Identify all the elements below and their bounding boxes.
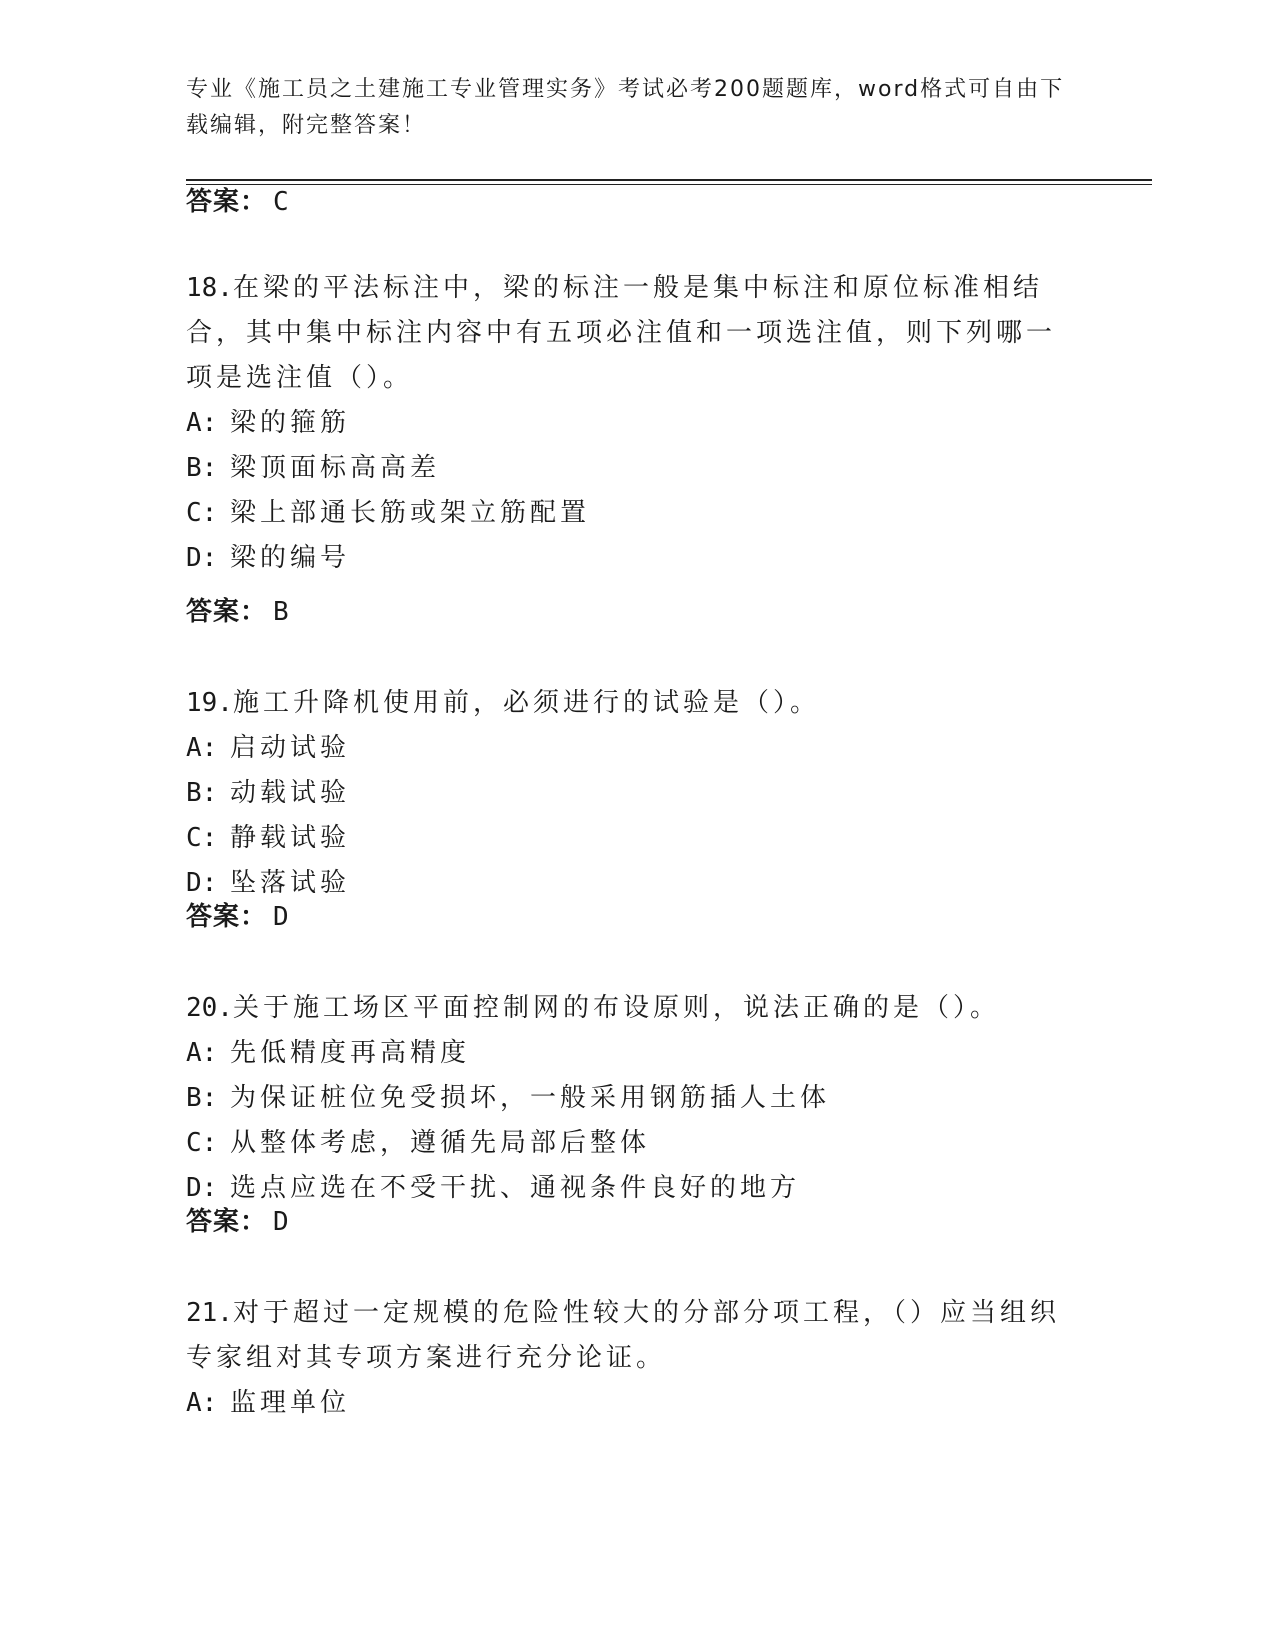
option-text: 先低精度再高精度: [230, 1038, 471, 1068]
header-text: 专业《施工员之土建施工专业管理实务》考试必考200题题库，word格式可自由下载编辑，附完整答案！: [186, 77, 1065, 138]
option-key: B:: [186, 778, 218, 808]
option-c: [186, 816, 1066, 861]
option-text: 梁的箍筋: [230, 408, 351, 438]
answer-value: D: [273, 902, 290, 932]
question-number: 19.: [186, 688, 233, 718]
answer-value: B: [273, 597, 290, 627]
option-text: 为保证桩位免受损坏，一般采用钢筋插人土体: [230, 1083, 831, 1113]
answer-value: D: [273, 1207, 290, 1237]
question-stem: [186, 266, 1066, 401]
answer-value: C: [273, 187, 290, 217]
option-key: C:: [186, 823, 218, 853]
option-key: B:: [186, 1083, 218, 1113]
option-b: [186, 771, 1066, 816]
question-stem: [186, 1291, 1066, 1381]
option-key: A:: [186, 408, 218, 438]
option-a: [186, 1381, 1066, 1426]
question-stem: [186, 681, 1066, 726]
answer-line-17: [186, 182, 290, 222]
question-21: [186, 1291, 1066, 1426]
option-d: [186, 861, 1066, 906]
answer-label: 答案：: [186, 597, 268, 627]
option-b: [186, 446, 1066, 491]
option-key: A:: [186, 1038, 218, 1068]
answer-line-19: [186, 897, 290, 937]
option-key: D:: [186, 543, 218, 573]
option-a: [186, 1031, 1066, 1076]
option-key: A:: [186, 733, 218, 763]
answer-line-20: [186, 1202, 290, 1242]
option-text: 启动试验: [230, 733, 351, 763]
option-text: 梁的编号: [230, 543, 351, 573]
option-b: [186, 1076, 1066, 1121]
option-a: [186, 726, 1066, 771]
question-stem: [186, 986, 1066, 1031]
option-key: C:: [186, 498, 218, 528]
option-key: A:: [186, 1388, 218, 1418]
option-c: [186, 491, 1066, 536]
option-text: 坠落试验: [230, 868, 351, 898]
option-text: 动载试验: [230, 778, 351, 808]
option-key: D:: [186, 1173, 218, 1203]
option-key: B:: [186, 453, 218, 483]
question-18: [186, 266, 1066, 581]
option-key: D:: [186, 868, 218, 898]
option-text: 静载试验: [230, 823, 351, 853]
answer-line-18: [186, 592, 290, 632]
header-divider: [186, 179, 1152, 181]
answer-label: 答案：: [186, 902, 268, 932]
option-key: C:: [186, 1128, 218, 1158]
option-text: 梁顶面标高高差: [230, 453, 441, 483]
question-text: 关于施工场区平面控制网的布设原则，说法正确的是（）。: [232, 993, 1000, 1023]
option-text: 从整体考虑，遵循先局部后整体: [230, 1128, 651, 1158]
question-number: 20.: [186, 993, 233, 1023]
question-text: 施工升降机使用前，必须进行的试验是（）。: [232, 688, 820, 718]
option-c: [186, 1121, 1066, 1166]
option-text: 监理单位: [230, 1388, 351, 1418]
question-text: 对于超过一定规模的危险性较大的分部分项工程，（）应当组织专家组对其专项方案进行充分论证。: [186, 1298, 1060, 1373]
question-number: 21.: [186, 1298, 233, 1328]
option-a: [186, 401, 1066, 446]
option-d: [186, 1166, 1066, 1211]
option-d: [186, 536, 1066, 581]
question-19: [186, 681, 1066, 906]
question-number: 18.: [186, 273, 233, 303]
answer-label: 答案：: [186, 187, 268, 217]
question-20: [186, 986, 1066, 1211]
option-text: 梁上部通长筋或架立筋配置: [230, 498, 591, 528]
question-text: 在梁的平法标注中，梁的标注一般是集中标注和原位标准相结合，其中集中标注内容中有五项必注值和一项选注值，则下列哪一项是选注值（）。: [186, 273, 1057, 393]
header-divider-thin: [186, 184, 1152, 185]
option-text: 选点应选在不受干扰、通视条件良好的地方: [230, 1173, 801, 1203]
answer-label: 答案：: [186, 1207, 268, 1237]
document-header: [186, 72, 1066, 144]
